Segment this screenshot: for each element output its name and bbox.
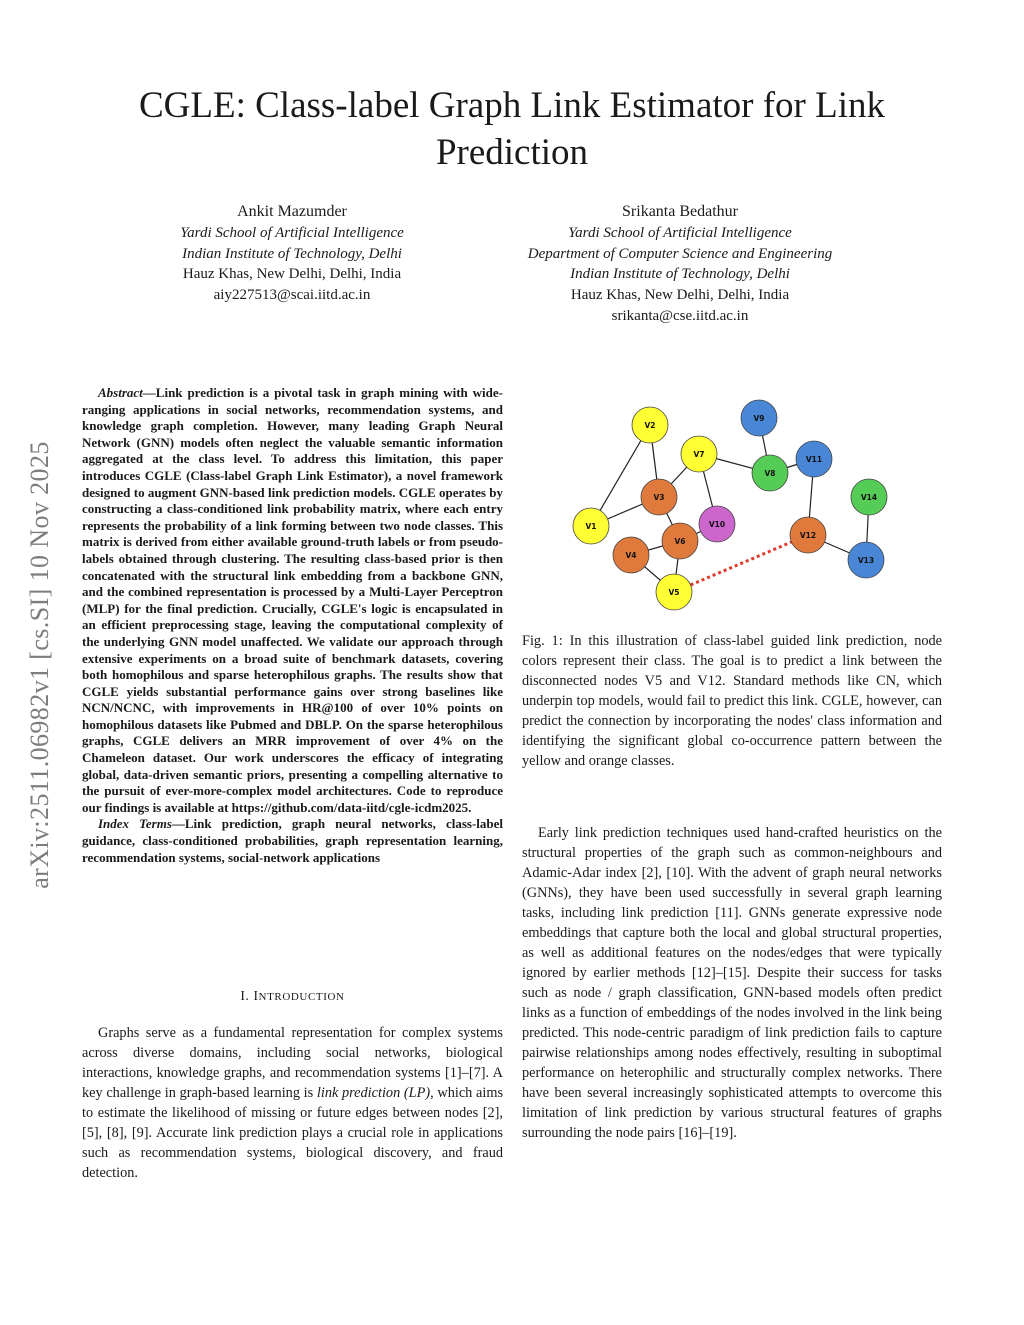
author-affiliation: Yardi School of Artificial Intelligence <box>568 224 792 241</box>
intro-text <box>82 1023 503 1183</box>
abstract <box>82 385 503 866</box>
paper-title: CGLE: Class-label Graph Link Estimator for Link Prediction <box>138 85 886 173</box>
intro-paragraph <box>82 1023 503 1183</box>
graph-node-label-v8: V8 <box>764 469 776 478</box>
author-name: Ankit Mazumder <box>237 203 347 220</box>
figure-graph <box>563 393 903 625</box>
arxiv-identifier-text: arXiv:2511.06982v1 [cs.SI] 10 Nov 2025 <box>25 441 54 889</box>
abstract-paragraph <box>82 385 503 816</box>
graph-node-label-v12: V12 <box>799 531 817 540</box>
author-address: Hauz Khas, New Delhi, Delhi, India <box>570 287 790 304</box>
index-terms-paragraph <box>82 816 503 866</box>
author-name: Srikanta Bedathur <box>622 203 738 220</box>
index-terms-text: —Link prediction, graph neural networks, class-label guidance, class-conditioned probabilities, graph representation learning, recommendation systems, social-network applications <box>82 816 503 865</box>
graph-node-label-v5: V5 <box>668 588 680 597</box>
caption-body: In this illustration of class-label guided link prediction, node colors represent their class. The goal is to predict a link between the disconnected nodes V5 and V12. Standard methods like CN, which underpin top models, would fail to predict this link. CGLE, however, can predict the connection by incorporating the nodes' class information and identifying the significant global co-occurrence pattern between the yellow and orange classes. <box>522 633 942 769</box>
graph-node-label-v6: V6 <box>674 537 686 546</box>
graph-node-label-v11: V11 <box>805 455 823 464</box>
section-heading <box>82 988 503 1004</box>
graph-node-label-v1: V1 <box>585 522 597 531</box>
author-block-2 <box>490 202 870 327</box>
intro-text-part: , which aims to estimate the likelihood of missing or future edges between nodes [2], [5], [8], [9]. Accurate link prediction plays a crucial role in applications such as recommendation systems, biological discovery, and fraud detection. <box>82 1085 504 1181</box>
column2-text: Early link prediction techniques used hand-crafted heuristics on the structural properties of the graph such as common-neighbours and Adamic-Adar index [2], [10]. With the advent of graph neural networks (GNNs), they have been used successfully in several graph learning tasks, including link prediction [11]. GNNs generate expressive node embeddings that capture both the local and global structural properties, as well as additional features on the nodes/edges that were typically ignored by earlier methods [12]–[15]. Despite their success for tasks such as node / graph classification, GNN-based models often predict links as a function of embeddings of the nodes involved in the link being predicted. This node-centric paradigm of link prediction fails to capture pairwise relationships among nodes effectively, resulting in suboptimal performance on heterophilic and structurally complex networks. There have been several increasingly sophisticated attempts to overcome this limitation of link prediction by various structural features of graphs surrounding the node pairs [16]–[19]. <box>522 825 942 1141</box>
author-address: Hauz Khas, New Delhi, Delhi, India <box>182 266 402 283</box>
column2-paragraph <box>522 823 942 1143</box>
graph-node-label-v14: V14 <box>860 493 878 502</box>
author-affiliation: Department of Computer Science and Engineering <box>527 245 833 262</box>
author-email: srikanta@cse.iitd.ac.in <box>611 307 749 324</box>
author-block-1 <box>132 202 452 306</box>
abstract-text: —Link prediction is a pivotal task in graph mining with wide-ranging applications in social networks, recommendation systems, and knowledge graph completion. However, many leading Graph Neural Network (GNN) models often neglect the valuable semantic information aggregated at the class level. To address this limitation, this paper introduces CGLE (Class-label Graph Link Estimator), a novel framework designed to augment GNN-based link prediction models. CGLE operates by constructing a class-conditioned link probability matrix, where each entry represents the probability of a link forming between two node classes. This matrix is derived from either available ground-truth labels or from pseudo-labels obtained through clustering. The resulting class-based prior is then concatenated with the structural link embedding from a backbone GNN, and the combined representation is processed by a Multi-Layer Perceptron (MLP) for the final prediction. Crucially, CGLE's logic is encapsulated in an efficient preprocessing stage, leaving the computational complexity of the underlying GNN model unaffected. We validate our approach through extensive experiments on a broad suite of benchmark datasets, covering both homophilous and sparse heterophilous graphs. The results show that CGLE yields substantial performance gains over strong baselines like NCN/NCNC, with improvements in HR@100 of over 10% points on homophilous datasets like Pubmed and DBLP. On the sparse heterophilous graphs, CGLE delivers an MRR improvement of over 4% on the Chameleon dataset. Our work underscores the efficacy of integrating global, data-driven semantic priors, presenting a compelling alternative to the pursuit of ever-more-complex model architectures. Code to reproduce our findings is available at https://github.com/data-iitd/cgle-icdm2025. <box>82 385 503 815</box>
caption-label: Fig. 1: <box>522 633 570 649</box>
figure-caption <box>522 631 942 771</box>
graph-node-label-v10: V10 <box>708 520 726 529</box>
section-title-rest: NTRODUCTION <box>258 991 345 1003</box>
author-affiliation: Indian Institute of Technology, Delhi <box>570 266 790 283</box>
graph-illustration <box>563 393 903 625</box>
author-affiliation: Indian Institute of Technology, Delhi <box>182 245 402 262</box>
graph-node-label-v7: V7 <box>693 450 705 459</box>
graph-node-label-v2: V2 <box>644 421 656 430</box>
section-numeral: I. <box>240 988 254 1003</box>
abstract-label: Abstract <box>98 385 143 400</box>
graph-node-label-v3: V3 <box>653 493 665 502</box>
caption-text <box>522 631 942 771</box>
index-terms-label: Index Terms <box>98 816 172 832</box>
predicted-link-V5-V12 <box>691 542 792 585</box>
author-email: aiy227513@scai.iitd.ac.in <box>213 287 371 304</box>
intro-text-part: Graphs serve as a fundamental representation for complex systems across diverse domains, including social networks, biological interactions, knowledge graphs, and recommendation systems [1]–[7]. A key challenge in graph-based learning is <box>82 1025 503 1101</box>
graph-node-label-v4: V4 <box>625 551 637 560</box>
graph-node-label-v13: V13 <box>857 556 875 565</box>
section-first-letter: I <box>253 988 259 1003</box>
graph-node-label-v9: V9 <box>753 414 765 423</box>
intro-term-lp: link prediction (LP) <box>316 1085 431 1101</box>
author-affiliation: Yardi School of Artificial Intelligence <box>180 224 404 241</box>
